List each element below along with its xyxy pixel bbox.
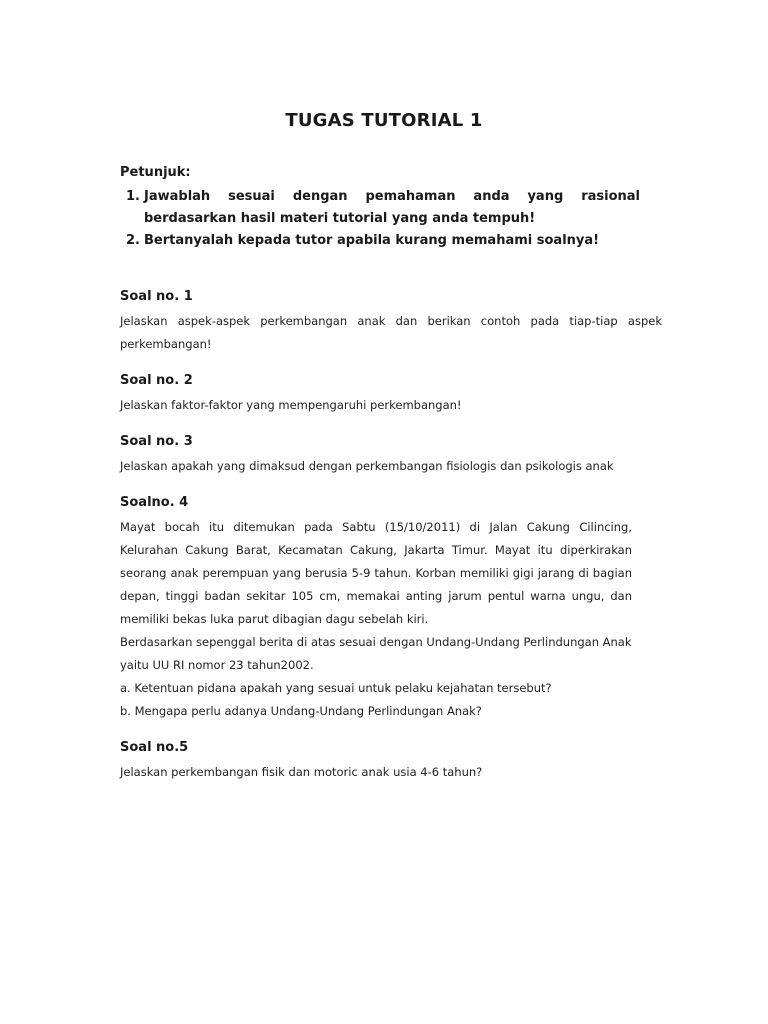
question-text: Jelaskan apakah yang dimaksud dengan perkembangan fisiologis dan psikologis anak [120,459,614,473]
instruction-item [120,186,640,230]
question-text: Jelaskan faktor-faktor yang mempengaruhi perkembangan! [120,398,462,412]
instruction-number: 1. [126,189,140,204]
question-text: Mayat bocah itu ditemukan pada Sabtu (15/10/2011) di Jalan Cakung Cilincing, Kelurahan Cakung Barat, Kecamatan Cakung, Jakarta Timur. Mayat itu diperkirakan seorang anak perempuan yang berusia 5-9 tahun. Korban memiliki gigi jarang di bagian depan, tinggi badan sekitar 105 cm, memakai anting jarum pentul warna ungu, dan memiliki bekas luka parut dibagian dagu sebelah kiri. [120,520,632,626]
instructions-label: Petunjuk: [120,165,191,180]
question-2 [120,372,662,417]
question-heading: Soal no.5 [120,740,189,755]
question-3 [120,433,662,478]
question-text: Jelaskan perkembangan fisik dan motoric anak usia 4-6 tahun? [120,765,483,779]
question-text: Berdasarkan sepenggal berita di atas sesuai dengan Undang-Undang Perlindungan Anak yaitu UU RI nomor 23 tahun2002. [120,635,632,672]
instruction-number: 2. [126,233,140,248]
question-1 [120,288,662,356]
question-heading: Soal no. 2 [120,373,193,388]
question-subitem-b: b. Mengapa perlu adanya Undang-Undang Perlindungan Anak? [120,704,482,718]
questions-list [120,288,662,800]
instruction-text: Jawablah sesuai dengan pemahaman anda yang rasional berdasarkan hasil materi tutorial yang anda tempuh! [144,189,640,226]
question-subitem-a: a. Ketentuan pidana apakah yang sesuai untuk pelaku kejahatan tersebut? [120,681,552,695]
question-5 [120,739,662,784]
instruction-item [120,230,640,252]
document-title: TUGAS TUTORIAL 1 [285,110,483,131]
question-4 [120,494,662,723]
question-heading: Soalno. 4 [120,495,189,510]
instruction-text: Bertanyalah kepada tutor apabila kurang memahami soalnya! [144,233,600,248]
question-heading: Soal no. 1 [120,289,193,304]
question-heading: Soal no. 3 [120,434,193,449]
question-text: Jelaskan aspek-aspek perkembangan anak dan berikan contoh pada tiap-tiap aspek perkembangan! [120,314,662,351]
instructions-block [120,165,640,252]
